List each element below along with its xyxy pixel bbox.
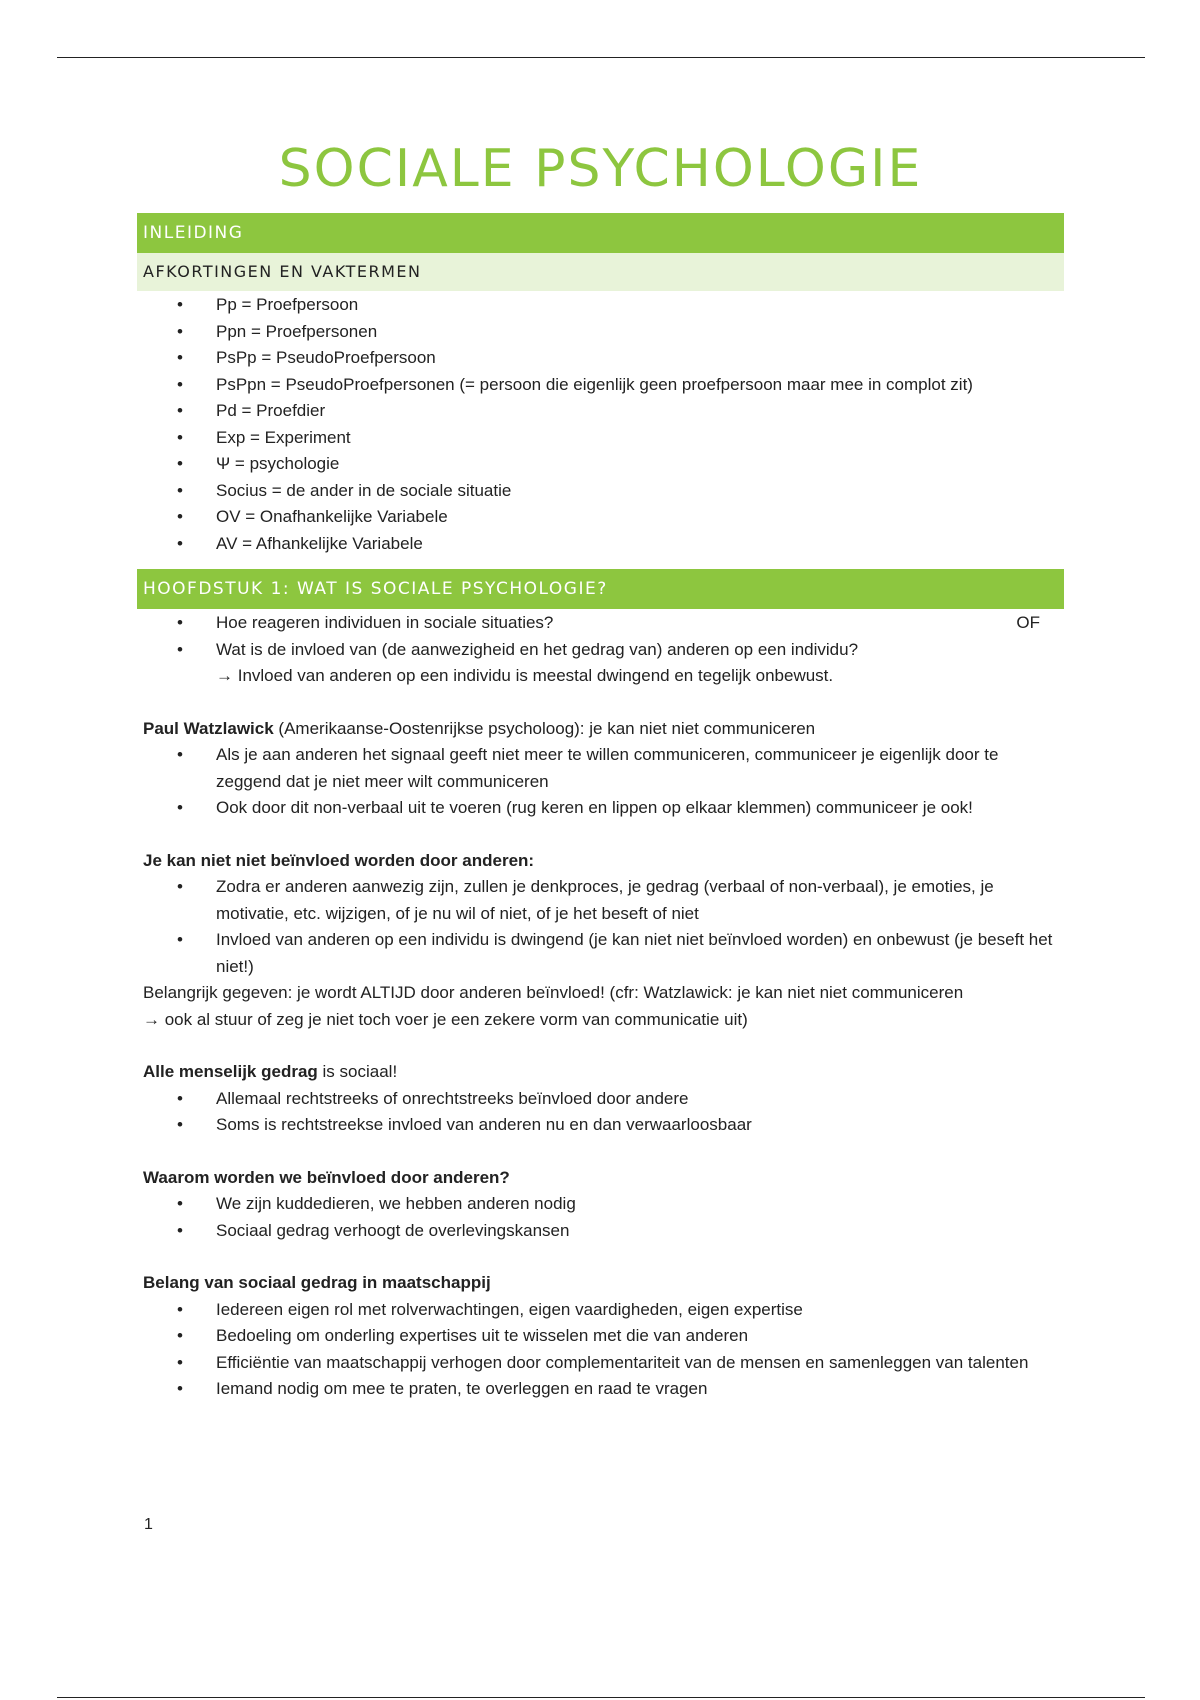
list-item: • Exp = Experiment	[137, 425, 1064, 452]
heading-inleiding: INLEIDING	[137, 213, 1064, 253]
belang-heading: Belang van sociaal gedrag in maatschappij	[143, 1273, 491, 1292]
list-item	[137, 610, 1064, 637]
list-item: • Zodra er anderen aanwezig zijn, zullen je denkproces, je gedrag (verbaal of non-verbaal), je emoties, je motivatie, etc. wijzigen, of je nu wil of niet, of je het beseft of niet	[137, 874, 1064, 927]
list-item: • We zijn kuddedieren, we hebben anderen nodig	[137, 1191, 1064, 1218]
beinvloed-note-line-1: Belangrijk gegeven: je wordt ALTIJD door anderen beïnvloed! (cfr: Watzlawick: je kan niet niet communiceren	[143, 983, 964, 1002]
page-content	[137, 138, 1064, 1403]
watzlawick-paragraph	[137, 716, 1064, 743]
heading-afkortingen: AFKORTINGEN EN VAKTERMEN	[137, 253, 1064, 291]
header-rule	[57, 57, 1145, 58]
or-label: OF	[1016, 613, 1040, 632]
list-item-text: Hoe reageren individuen in sociale situaties?	[216, 613, 554, 632]
sociaal-bold: Alle menselijk gedrag	[143, 1062, 318, 1081]
list-item: • Ook door dit non-verbaal uit te voeren (rug keren en lippen op elkaar klemmen) communiceer je ook!	[137, 795, 1064, 822]
footer-rule	[57, 1697, 1145, 1698]
list-item: • Soms is rechtstreekse invloed van anderen nu en dan verwaarloosbaar	[137, 1112, 1064, 1139]
watzlawick-name: Paul Watzlawick	[143, 718, 274, 738]
list-item: • Invloed van anderen op een individu is dwingend (je kan niet niet beïnvloed worden) en onbewust (je beseft het niet!)	[137, 927, 1064, 980]
list-item: • PsPp = PseudoProefpersoon	[137, 345, 1064, 372]
list-item: • Wat is de invloed van (de aanwezigheid en het gedrag van) anderen op een individu?	[137, 637, 1064, 664]
waarom-heading: Waarom worden we beïnvloed door anderen?	[143, 1167, 510, 1187]
intro-question-list	[137, 610, 1064, 663]
list-item: • Ppn = Proefpersonen	[137, 319, 1064, 346]
list-item: • Socius = de ander in de sociale situatie	[137, 478, 1064, 505]
list-item: • Efficiëntie van maatschappij verhogen door complementariteit van de mensen en samenleggen van talenten	[137, 1350, 1064, 1377]
sociaal-list	[137, 1086, 1064, 1139]
watzlawick-list	[137, 742, 1064, 822]
sociaal-text: is sociaal!	[317, 1062, 398, 1081]
document-title: SOCIALE PSYCHOLOGIE	[278, 139, 923, 199]
waarom-list	[137, 1191, 1064, 1244]
beinvloed-list	[137, 874, 1064, 980]
list-item: • PsPpn = PseudoProefpersonen (= persoon die eigenlijk geen proefpersoon maar mee in complot zit)	[137, 372, 1064, 399]
list-item: • Iemand nodig om mee te praten, te overleggen en raad te vragen	[137, 1376, 1064, 1403]
beinvloed-heading: Je kan niet niet beïnvloed worden door anderen:	[143, 850, 535, 870]
list-item: • Pp = Proefpersoon	[137, 292, 1064, 319]
sociaal-paragraph	[137, 1059, 1064, 1086]
list-item: • Allemaal rechtstreeks of onrechtstreeks beïnvloed door andere	[137, 1086, 1064, 1113]
list-item: • OV = Onafhankelijke Variabele	[137, 504, 1064, 531]
belang-list	[137, 1297, 1064, 1403]
watzlawick-text: (Amerikaanse-Oostenrijkse psycholoog): je kan niet niet communiceren	[273, 718, 816, 738]
heading-hoofdstuk-1: HOOFDSTUK 1: WAT IS SOCIALE PSYCHOLOGIE?	[137, 569, 1064, 609]
list-item: • Als je aan anderen het signaal geeft niet meer te willen communiceren, communiceer je eigenlijk door te zeggend dat je niet meer wilt communiceren	[137, 742, 1064, 795]
list-item: • Ψ = psychologie	[137, 451, 1064, 478]
list-item: • Sociaal gedrag verhoogt de overlevingskansen	[137, 1218, 1064, 1245]
list-item: • Bedoeling om onderling expertises uit te wisselen met die van anderen	[137, 1323, 1064, 1350]
arrow-note: → Invloed van anderen op een individu is meestal dwingend en tegelijk onbewust.	[216, 666, 834, 685]
list-item: • Iedereen eigen rol met rolverwachtingen, eigen vaardigheden, eigen expertise	[137, 1297, 1064, 1324]
beinvloed-note-line-2: → ook al stuur of zeg je niet toch voer je een zekere vorm van communicatie uit)	[143, 1009, 748, 1029]
list-item: • Pd = Proefdier	[137, 398, 1064, 425]
page-number: 1	[144, 1516, 153, 1533]
afkortingen-list	[137, 292, 1064, 557]
list-item: • AV = Afhankelijke Variabele	[137, 531, 1064, 558]
